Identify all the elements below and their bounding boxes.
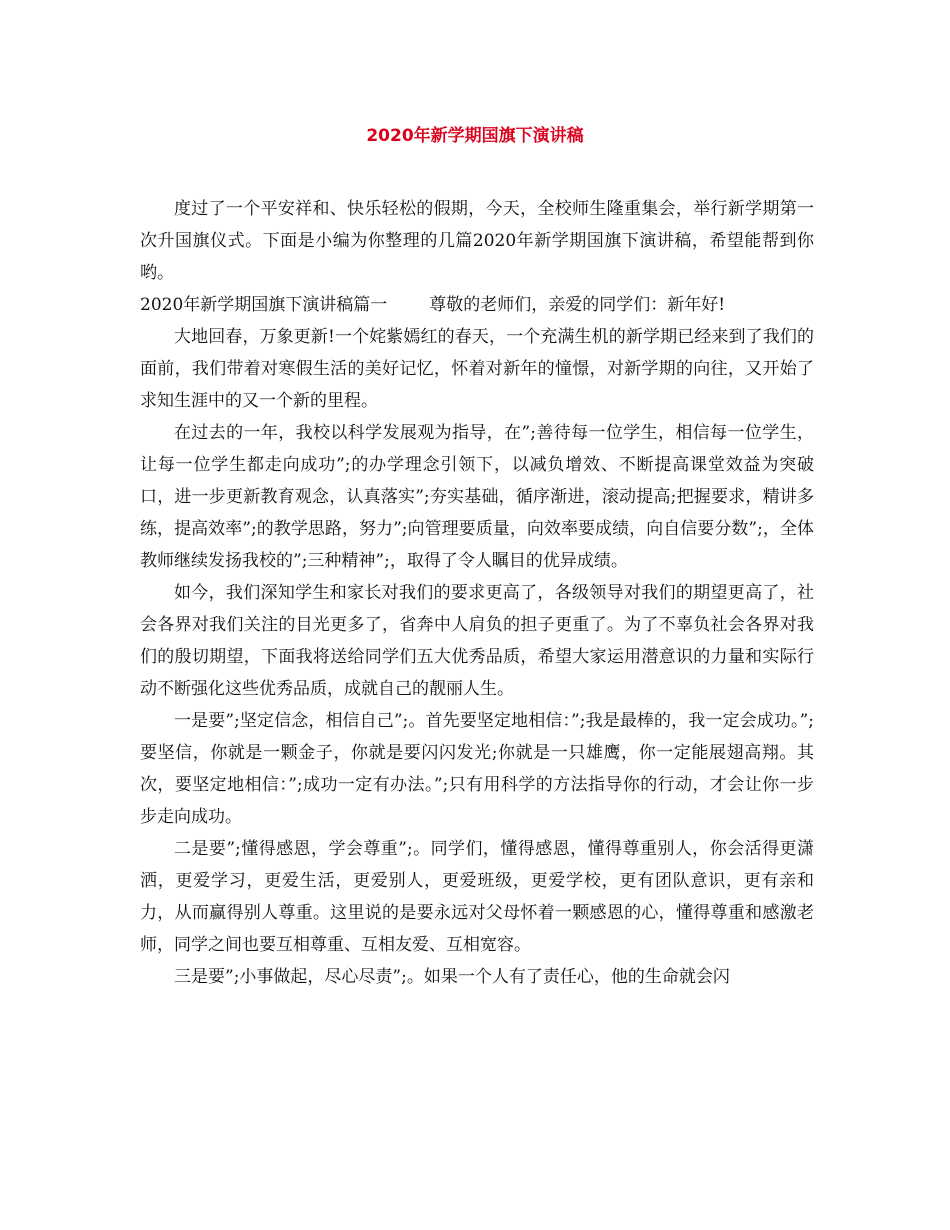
body-paragraph-4: 一是要”;坚定信念，相信自己”;。首先要坚定地相信：”;我是最棒的，我一定会成功。”;要坚信，你就是一颗金子，你就是要闪闪发光;你就是一只雄鹰，你一定能展翅高翔。其次，要坚定地相信：”;成功一定有办法。”;只有用科学的方法指导你的行动，才会让你一步步走向成功。 [140,711,814,827]
body-paragraph-2: 在过去的一年，我校以科学发展观为指导，在”;善待每一位学生，相信每一位学生，让每一位学生都走向成功”;的办学理念引领下，以减负增效、不断提高课堂效益为突破口，进一步更新教育观念，认真落实”;夯实基础，循序渐进，滚动提高;把握要求，精讲多练，提高效率”;的教学思路，努力”;向管理要质量，向效率要成绩，向自信要分数”;，全体教师继续发扬我校的”;三种精神”;，取得了令人瞩目的优异成绩。 [140,423,814,571]
intro-paragraph: 度过了一个平安祥和、快乐轻松的假期，今天，全校师生隆重集会，举行新学期第一次升国旗仪式。下面是小编为你整理的几篇2020年新学期国旗下演讲稿，希望能帮到你哟。 [140,199,814,283]
body-paragraph-5: 二是要”;懂得感恩，学会尊重”;。同学们，懂得感恩，懂得尊重别人，你会活得更潇洒，更爱学习，更爱生活，更爱别人，更爱班级，更爱学校，更有团队意识，更有亲和力，从而赢得别人尊重。这里说的是要永远对父母怀着一颗感恩的心，懂得尊重和感激老师，同学之间也要互相尊重、互相友爱、互相宽容。 [140,839,814,955]
section-heading-line [140,289,814,321]
document-body [140,193,814,993]
document-title: 2020年新学期国旗下演讲稿 [366,126,584,146]
body-paragraph-6: 三是要”;小事做起，尽心尽责”;。如果一个人有了责任心，他的生命就会闪 [174,967,730,987]
body-paragraph-1: 大地回春，万象更新!一个姹紫嫣红的春天，一个充满生机的新学期已经来到了我们的面前，我们带着对寒假生活的美好记忆，怀着对新年的憧憬，对新学期的向往，又开始了求知生涯中的又一个新的里程。 [140,327,814,411]
greeting: 尊敬的老师们，亲爱的同学们：新年好! [429,295,726,315]
section-heading: 2020年新学期国旗下演讲稿篇一 [140,295,388,315]
body-paragraph-3: 如今，我们深知学生和家长对我们的要求更高了，各级领导对我们的期望更高了，社会各界对我们关注的目光更多了，省奔中人肩负的担子更重了。为了不辜负社会各界对我们的殷切期望，下面我将送给同学们五大优秀品质，希望大家运用潜意识的力量和实际行动不断强化这些优秀品质，成就自己的靓丽人生。 [140,583,814,699]
